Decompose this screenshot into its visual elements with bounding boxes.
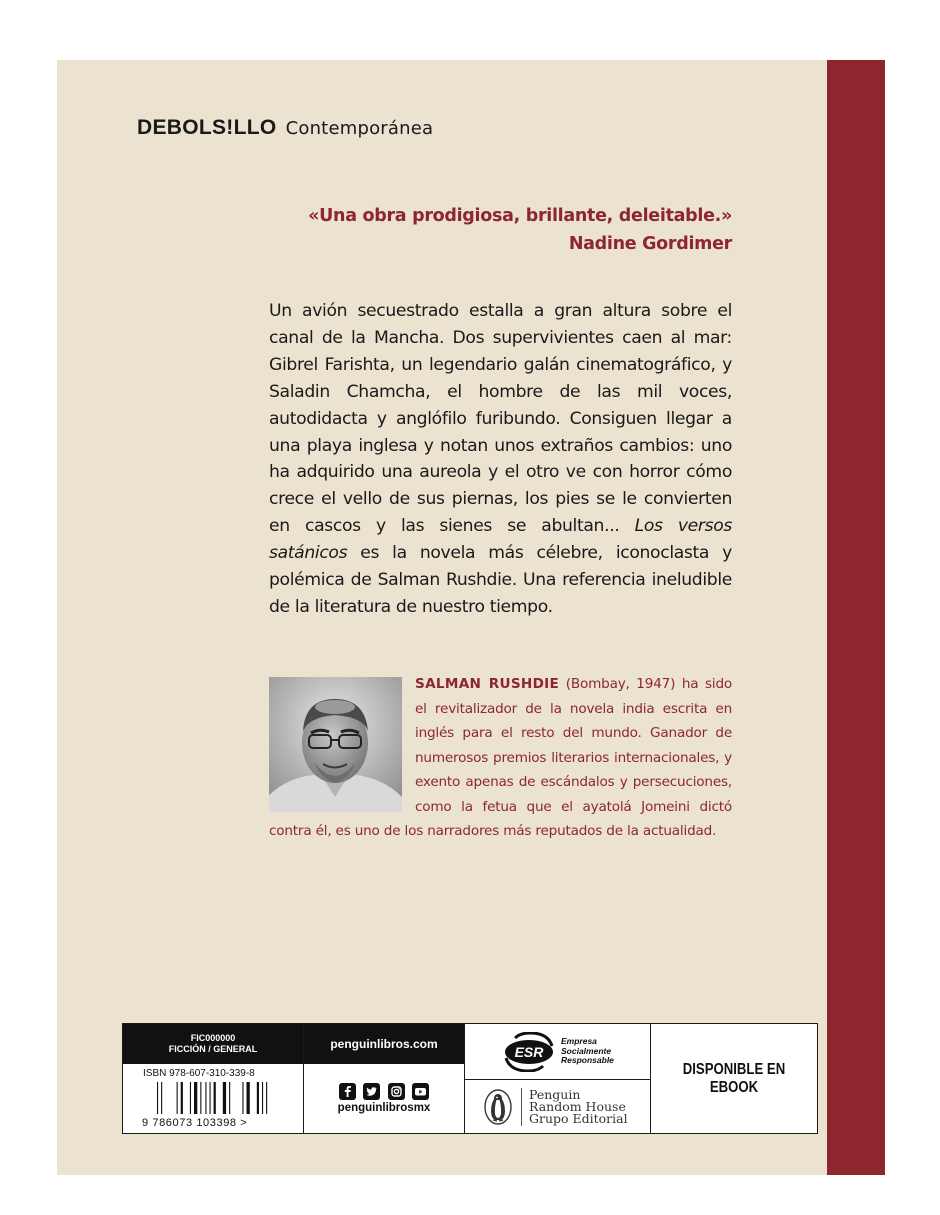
collection-name: Contemporánea — [285, 118, 434, 139]
social-icons — [304, 1081, 464, 1100]
synopsis — [269, 298, 732, 621]
synopsis-text-2: es la novela más célebre, iconoclasta y polémica de Salman Rushdie. Una referencia ineludible de la literatura de nuestro tiempo. — [269, 543, 732, 617]
ebook-availability — [663, 1061, 804, 1097]
quote-attribution: Nadine Gordimer — [568, 234, 732, 254]
quote-text: «Una obra prodigiosa, brillante, deleitable.» — [308, 206, 732, 226]
publisher-line-1: Penguin — [529, 1087, 581, 1102]
esr-line-3: Responsable — [561, 1055, 614, 1065]
isbn-number: ISBN 978-607-310-339-8 — [143, 1068, 255, 1079]
esr-mark: ESR — [514, 1044, 544, 1060]
ebook-line-1: DISPONIBLE EN — [682, 1061, 786, 1078]
esr-badge — [465, 1024, 651, 1080]
facebook-icon[interactable] — [339, 1083, 356, 1100]
author-name: SALMAN RUSHDIE — [415, 676, 560, 692]
twitter-icon[interactable] — [363, 1083, 380, 1100]
author-bio — [269, 672, 732, 844]
esr-line-2: Socialmente — [561, 1045, 612, 1056]
esr-logo-icon — [500, 1032, 558, 1072]
publisher-line-2: Random House — [529, 1099, 626, 1114]
barcode-icon — [157, 1082, 275, 1114]
esr-caption — [561, 1037, 614, 1066]
synopsis-text-1: Un avión secuestrado estalla a gran altura sobre el canal de la Mancha. Dos supervivientes caen al mar: Gibrel Farishta, un legendario galán cinematográfico, y Saladin Chamcha, el hombre de las mil voces, autodidacta y anglófilo furibundo. Consiguen llegar a una playa inglesa y notan unos extraños cambios: uno ha adquirido una aureola y el otro ve con horror cómo crece el vello de sus piernas, los pies se le convierten en cascos y las sienes se abultan... — [269, 301, 732, 537]
ebook-cell — [651, 1024, 817, 1133]
author-bio-text: (Bombay, 1947) ha sido el revitalizador de la novela india escrita en inglés para el resto del mundo. Ganador de numerosos premios literarios internacionales, y exento apenas de escándalos y persecuciones, como la fetua que el ayatolá Jomeini dictó contra él, es uno de los narradores más reputados de la actualidad. — [269, 676, 732, 839]
publisher-name — [529, 1089, 628, 1125]
book-spine — [827, 60, 885, 1175]
penguin-icon — [483, 1088, 513, 1126]
publisher-divider — [521, 1088, 522, 1126]
esr-line-1: Empresa — [561, 1036, 597, 1046]
publisher-logo — [465, 1080, 651, 1133]
instagram-icon[interactable] — [388, 1083, 405, 1100]
publisher-cell — [465, 1024, 651, 1133]
website-url[interactable]: penguinlibros.com — [304, 1024, 464, 1064]
ebook-line-2: EBOOK — [709, 1079, 759, 1096]
classification-code: FIC000000 — [190, 1033, 236, 1043]
classification-genre: FICCIÓN / GENERAL — [168, 1044, 258, 1054]
publisher-line-3: Grupo Editorial — [529, 1111, 628, 1126]
ean-digits: 9 786073 103398 > — [142, 1117, 248, 1129]
debolsillo-logo: DEBOLS!LLO — [137, 116, 277, 139]
barcode-cell — [123, 1024, 304, 1133]
social-handle[interactable]: penguinlibrosmx — [337, 1102, 431, 1114]
press-quote — [269, 202, 732, 258]
classification-label — [123, 1024, 303, 1064]
youtube-icon[interactable] — [412, 1083, 429, 1100]
synopsis-book-title: Los versos satánicos — [269, 516, 732, 564]
photo-spacer — [269, 672, 415, 814]
back-cover-info-box — [122, 1023, 818, 1134]
web-cell — [304, 1024, 465, 1133]
collection-brand — [137, 116, 433, 140]
